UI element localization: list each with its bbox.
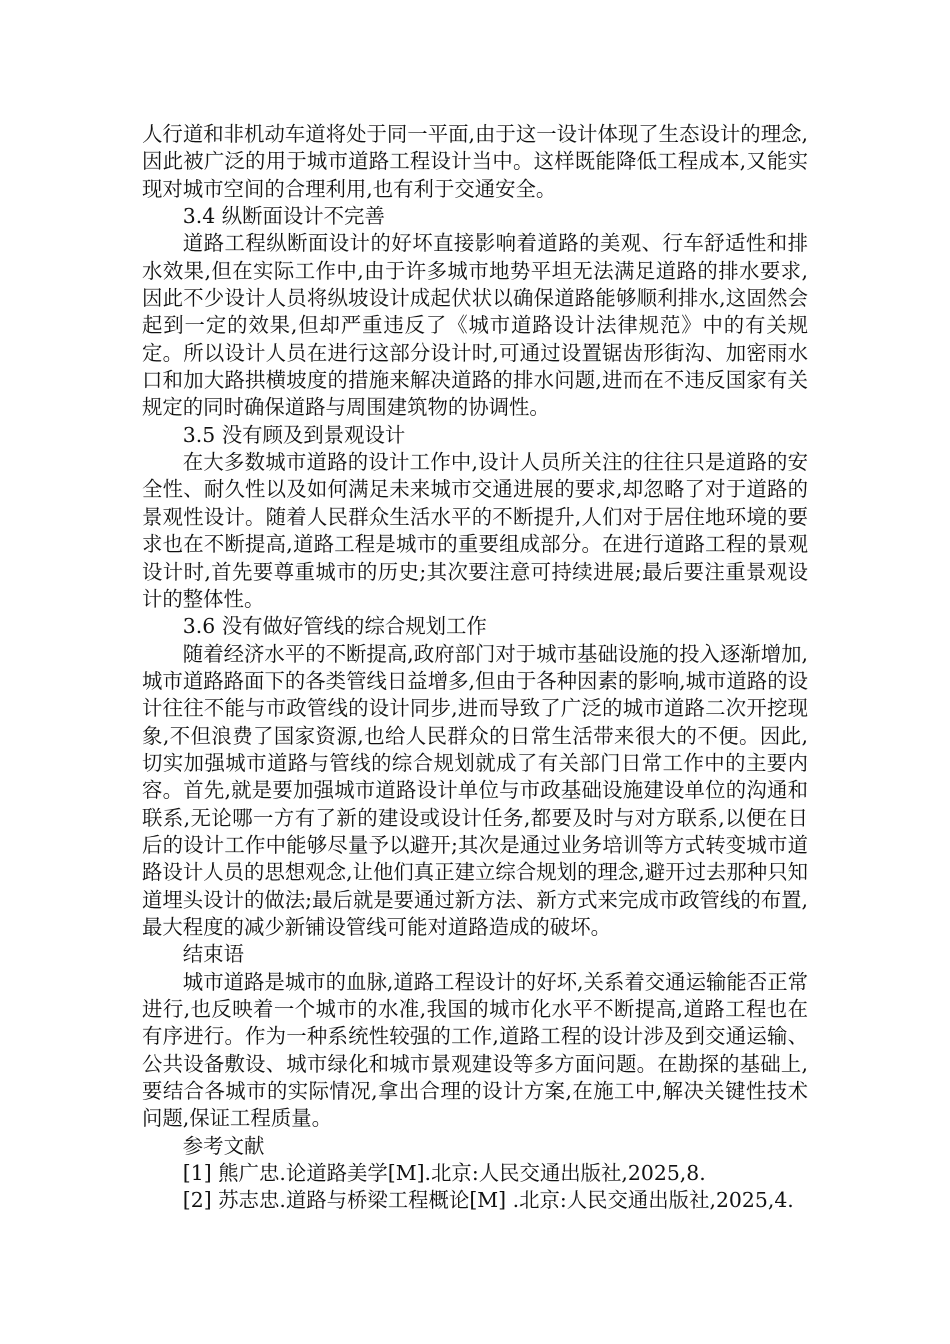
conclusion-heading: 结束语	[182, 942, 244, 967]
paragraph-section-3-6: 随着经济水平的不断提高,政府部门对于城市基础设施的投入逐渐增加,城市道路路面下的各类管线日益增多,但由于各种因素的影响,城市道路的设计往往不能与市政管线的设计同步,进而导致了广泛的城市道路二次开挖现象,不但浪费了国家资源,也给人民群众的日常生活带来很大的不便。因此,切实加强城市道路与管线的综合规划就成了有关部门日常工作中的主要内容。首先,就是要加强城市道路设计单位与市政基础设施建设单位的沟通和联系,无论哪一方有了新的建设或设计任务,都要及时与对方联系,以便在日后的设计工作中能够尽量予以避开;其次是通过业务培训等方式转变城市道路设计人员的思想观念,让他们真正建立综合规划的理念,避开过去那种只知道埋头设计的做法;最后就是要通过新方法、新方式来完成市政管线的布置,最大程度的减少新铺设管线可能对道路造成的破坏。	[142, 641, 808, 939]
section-heading-3-5: 3.5 没有顾及到景观设计	[182, 422, 406, 447]
document-page	[142, 121, 808, 1215]
reference-item-1: [1] 熊广忠.论道路美学[M].北京:人民交通出版社,2025,8.	[182, 1161, 706, 1186]
reference-item-2: [2] 苏志忠.道路与桥梁工程概论[M] .北京:人民交通出版社,2025,4.	[182, 1188, 794, 1213]
section-heading-3-6: 3.6 没有做好管线的综合规划工作	[182, 614, 487, 639]
section-heading-3-4: 3.4 纵断面设计不完善	[182, 204, 385, 229]
paragraph-conclusion: 城市道路是城市的血脉,道路工程设计的好坏,关系着交通运输能否正常进行,也反映着一个城市的水准,我国的城市化水平不断提高,道路工程也在有序进行。作为一种系统性较强的工作,道路工程的设计涉及到交通运输、公共设备敷设、城市绿化和城市景观建设等多方面问题。在勘探的基础上,要结合各城市的实际情况,拿出合理的设计方案,在施工中,解决关键性技术问题,保证工程质量。	[142, 969, 808, 1131]
paragraph-continued: 人行道和非机动车道将处于同一平面,由于这一设计体现了生态设计的理念,因此被广泛的用于城市道路工程设计当中。这样既能降低工程成本,又能实现对城市空间的合理利用,也有利于交通安全。	[142, 122, 808, 201]
references-heading: 参考文献	[182, 1133, 265, 1158]
paragraph-section-3-5: 在大多数城市道路的设计工作中,设计人员所关注的往往只是道路的安全性、耐久性以及如何满足未来城市交通进展的要求,却忽略了对于道路的景观性设计。随着人民群众生活水平的不断提升,人们对于居住地环境的要求也在不断提高,道路工程是城市的重要组成部分。在进行道路工程的景观设计时,首先要尊重城市的历史;其次要注意可持续进展;最后要注重景观设计的整体性。	[142, 450, 808, 611]
paragraph-section-3-4: 道路工程纵断面设计的好坏直接影响着道路的美观、行车舒适性和排水效果,但在实际工作中,由于许多城市地势平坦无法满足道路的排水要求,因此不少设计人员将纵坡设计成起伏状以确保道路能够顺利排水,这固然会起到一定的效果,但却严重违反了《城市道路设计法律规范》中的有关规定。所以设计人员在进行这部分设计时,可通过设置锯齿形街沟、加密雨水口和加大路拱横坡度的措施来解决道路的排水问题,进而在不违反国家有关规定的同时确保道路与周围建筑物的协调性。	[142, 231, 808, 420]
